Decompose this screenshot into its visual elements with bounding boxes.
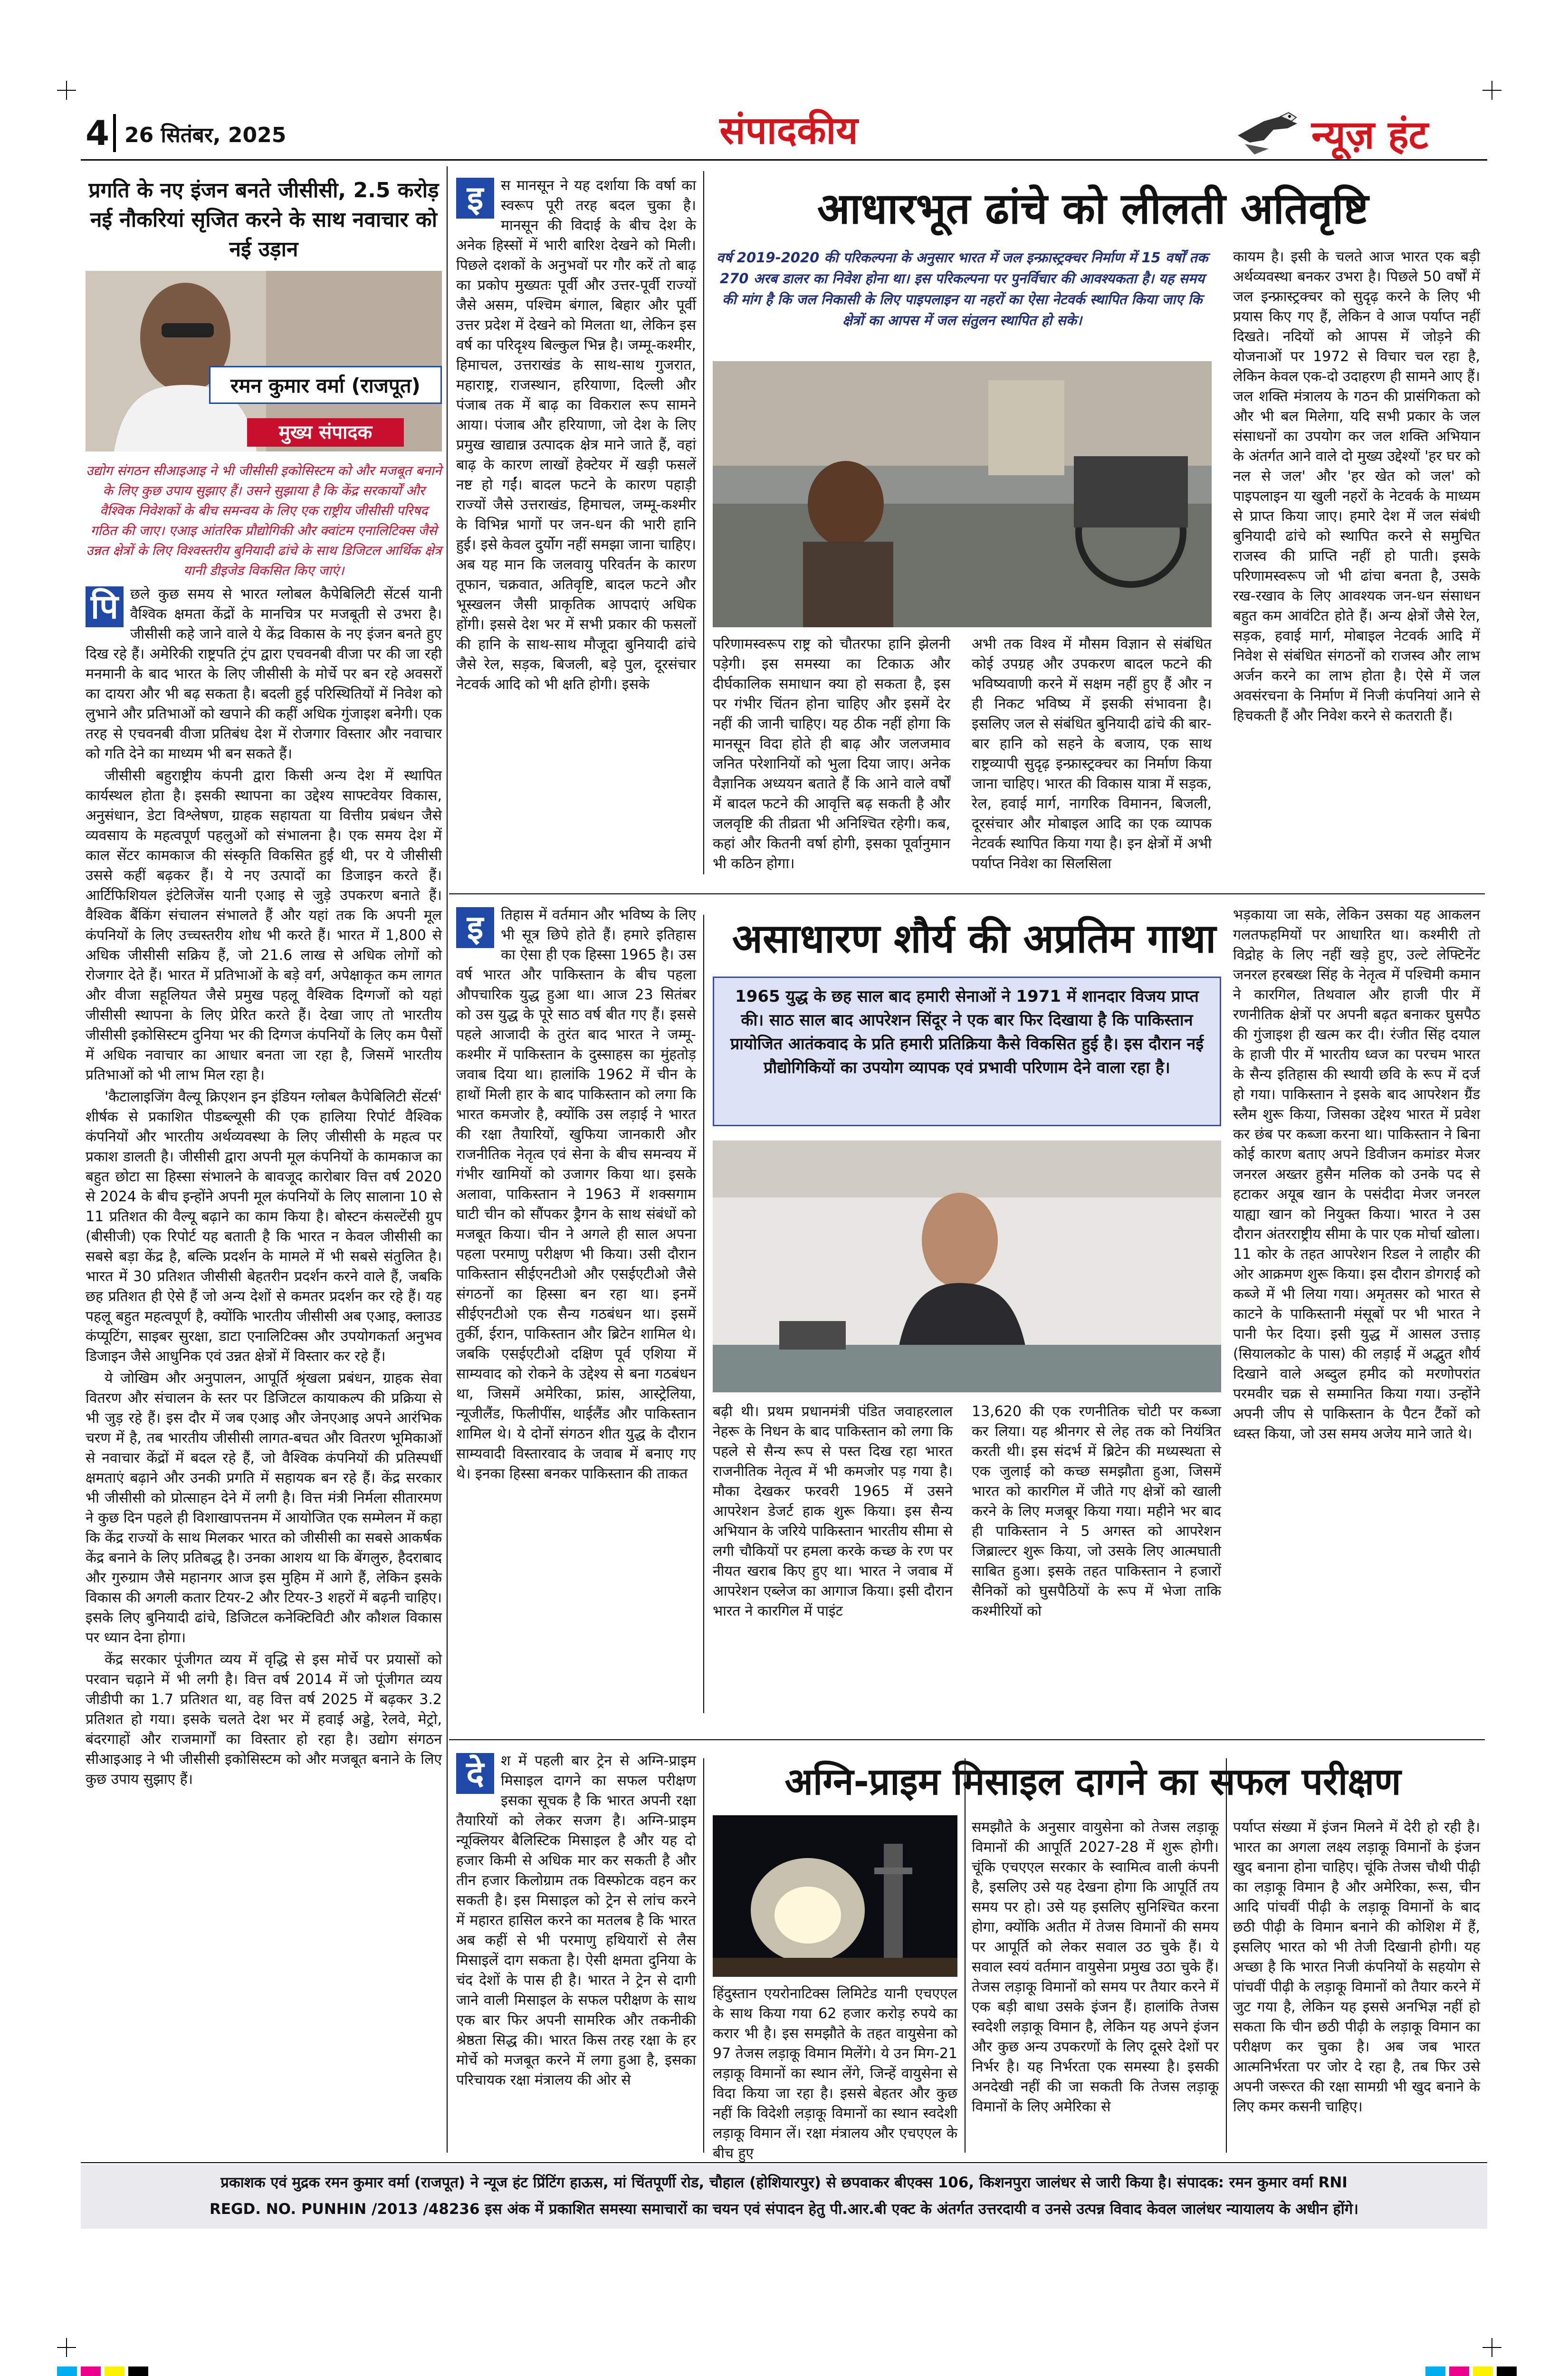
imprint-box: [81, 2165, 1487, 2229]
column-text: स मानसून ने यह दर्शाया कि वर्षा का स्वरूप पूरी तरह बदल चुका है। मानसून की विदाई के बीच देश के अनेक हिस्सों में भारी बारिश देखने को मिली। पिछले दशकों के अनुभवों पर गौर करें तो बाढ़ का प्रकोप मुख्यतः पूर्वी और उत्तर-पूर्वी राज्यों जैसे असम, पश्चिम बंगाल, बिहार और पूर्वी उत्तर प्रदेश में देखने को मिलता था, लेकिन इस वर्ष का परिदृश्य बिल्कुल भिन्न है। जम्मू-कश्मीर, हिमाचल, उत्तराखंड के साथ-साथ गुजरात, महाराष्ट्र, राजस्थान, हरियाणा, दिल्ली और पंजाब तक में बाढ़ का विकराल रूप सामने आया। पंजाब और हरियाणा, जो देश के लिए प्रमुख खाद्यान्न उत्पादक क्षेत्र माने जाते हैं, वहां बाढ़ के कारण लाखों हेक्टेयर में खड़ी फसलें नष्ट हो गईं। बादल फटने के कारण पहाड़ी राज्यों जैसे उत्तराखंड, हिमाचल, जम्मू-कश्मीर के विभिन्न भागों पर जन-धन की भारी हानि हुई। इसे केवल दुर्योग नहीं समझा जाना चाहिए। अब यह मान कि जलवायु परिवर्तन के कारण तूफान, चक्रवात, अतिवृष्टि, बादल फटने और भूस्खलन जैसी प्राकृतिक आपदाएं अधिक होंगी। इससे देश भर में सभी प्रकार की फसलों की हानि के साथ-साथ मौजूदा बुनियादी ढांचे जैसे रेल, सड़क, बिजली, बड़े पुल, दूरसंचार नेटवर्क आदि को भी क्षति होगी। इसके: [456, 177, 696, 693]
masthead-divider: [113, 114, 116, 152]
column-text: श में पहली बार ट्रेन से अग्नि-प्राइम मिसाइल दागने का सफल परीक्षण इसका सूचक है कि भारत अपनी रक्षा तैयारियों को लेकर सजग है। अग्नि-प्राइम न्यूक्लियर बैलिस्टिक मिसाइल है और यह दो हजार किमी से अधिक मार कर सकती है और तीन हजार किलोग्राम तक विस्फोटक वहन कर सकती है। इस मिसाइल को ट्रेन से लांच करने में महारत हासिल करने का मतलब है कि भारत अब कहीं से भी परमाणु हथियारों से लैस मिसाइलें दाग सकता है। ऐसी क्षमता दुनिया के चंद देशों के पास ही है। भारत ने ट्रेन से दागी जाने वाली मिसाइल के सफल परीक्षण के साथ एक बार फिर अपनी सामरिक और तकनीकी श्रेष्ठता सिद्ध की। भारत किस तरह रक्षा के हर मोर्चे को मजबूत करने में लगा हुआ है, इसका परिचायक रक्षा मंत्रालय की ओर से: [456, 1753, 696, 2089]
flood-article-col4: कायम है। इसी के चलते आज भारत एक बड़ी अर्थव्यवस्था बनकर उभरा है। पिछले 50 वर्षों में जल इन्फ्रास्ट्रक्चर को सुदृढ़ करने के लिए भी प्रयास किए गए हैं, लेकिन वे आज पर्याप्त नहीं दिखते। नदियों को आपस में जोड़ने की योजनाओं पर 1972 से विचार चल रहा है, लेकिन केवल एक-दो उदाहरण ही सामने आए हैं। जल शक्ति मंत्रालय के गठन की प्रासंगिकता को और भी बल मिलेगा, यदि सभी प्रकार के जल संसाधनों का उपयोग कर जल शक्ति अभियान के अंतर्गत आने वाले दो मुख्य उद्देश्यों 'हर घर को नल से जल' और 'हर खेत को जल' को पाइपलाइन या खुली नहरों के नेटवर्क के माध्यम से प्राप्त किया जाए। हमारे देश में जल संबंधी बुनियादी ढांचे को स्थापित करने से समुचित राजस्व की प्राप्ति नहीं हो पाती। इसके परिणामस्वरूप जो भी ढांचा बनता है, उसके रख-रखाव के लिए आवश्यक जन-धन संसाधन बहुत कम आवंटित होते हैं। अन्य क्षेत्रों जैसे रेल, सड़क, हवाई मार्ग, मोबाइल नेटवर्क आदि में निवेश से संबंधित संगठनों को राजस्व और लाभ अर्जन करने का लाभ होता है। ऐसे में जल अवसंरचना के निर्माण में निजी कंपनियां आने से हिचकती हैं और निवेश करने से कतराती हैं।: [1233, 249, 1480, 724]
cmyk-swatch: [81, 2366, 101, 2376]
left-article-body: [86, 584, 442, 2153]
author-name: रमन कुमार वर्मा (राजपूत): [209, 366, 442, 404]
flood-article-col2: परिणामस्वरूप राष्ट्र को चौतरफा हानि झेलनी पड़ेगी। इस समस्या का टिकाऊ और दीर्घकालिक समाधान क्या हो सकता है, इस पर गंभीर चिंतन होना चाहिए और इसमें देर नहीं की जानी चाहिए। यह ठीक नहीं होगा कि मानसून विदा होते ही बाढ़ और जलजमाव जनित परेशानियों को भुला दिया जाए। अनेक वैज्ञानिक अध्ययन बताते हैं कि आने वाले वर्षों में बादल फटने की आवृत्ति बढ़ सकती है और जलवृष्टि की तीव्रता भी अनिश्चित रहेगी। कब, कहां और कितनी वर्षा होगी, इसका पूर्वानुमान भी कठिन होगा।: [713, 636, 950, 872]
issue-date: 26 सितंबर, 2025: [124, 123, 287, 147]
cmyk-swatch: [105, 2366, 124, 2376]
footer-rule: [81, 2162, 1487, 2163]
cmyk-swatch: [1473, 2366, 1493, 2376]
article-rule: [449, 893, 1485, 894]
column-rule: [703, 915, 704, 1713]
paragraph: केंद्र सरकार पूंजीगत व्यय में वृद्धि से इस मोर्चे पर प्रयासों को परवान चढ़ाने में भी लगी है। वित्त वर्ष 2014 में जो पूंजीगत व्यय जीडीपी का 1.7 प्रतिशत था, वह वित्त वर्ष 2025 में बढ़कर 3.2 प्रतिशत हो गया। इसके चलते देश भर में हवाई अड्डे, रेलवे, मेट्रो, बंदरगाहों और राजमार्गों का विस्तार हो रहा है। उद्योग संगठन सीआइआइ ने भी जीसीसी इकोसिस्टम को और मजबूत बनाने के लिए कुछ उपाय सुझाए हैं।: [86, 1651, 442, 1788]
missile-article-col2: हिंदुस्तान एयरोनाटिक्स लिमिटेड यानी एचएएल के साथ किया गया 62 हजार करोड़ रुपये का करार भी है। इस समझौते के तहत वायुसेना को 97 तेजस लड़ाकू विमान मिलेंगे। ये उन मिग-21 लड़ाकू विमानों का स्थान लेंगे, जिन्हें वायुसेना से विदा किया जा रहा है। इससे बेहतर और कुछ नहीं कि विदेशी लड़ाकू विमानों का स्थान स्वदेशी लड़ाकू विमान लें। रक्षा मंत्रालय और एचएएल के बीच हुए: [713, 1985, 957, 2162]
flood-photo: [713, 361, 1212, 627]
registration-mark: [1482, 2338, 1501, 2357]
cmyk-swatch: [128, 2366, 148, 2376]
cmyk-swatch: [1497, 2366, 1517, 2376]
flood-article-col1: [456, 176, 696, 884]
cmyk-swatch: [57, 2366, 77, 2376]
flood-article-col3: अभी तक विश्व में मौसम विज्ञान से संबंधित कोई उपग्रह और उपकरण बादल फटने की भविष्यवाणी करने में सक्षम नहीं हुए हैं और न ही निकट भविष्य में इसकी संभावना है। इसलिए जल से संबंधित बुनियादी ढांचे की बार-बार हानि को सहने के बजाय, एक साथ राष्ट्रव्यापी सुदृढ़ इन्फ्रास्ट्रक्चर का निर्माण किया जाना चाहिए। भारत की विकास यात्रा में सड़क, रेल, हवाई मार्ग, नागरिक विमानन, बिजली, दूरसंचार और मोबाइल आदि का एक व्यापक नेटवर्क स्थापित किया गया है। इन क्षेत्रों में अभी पर्याप्त निवेश का सिलसिला: [972, 636, 1212, 872]
war-article-col4: भड़काया जा सके, लेकिन उसका यह आकलन गलतफहमियों पर आधारित था। कश्मीरी तो विद्रोह के लिए नहीं खड़े हुए, उल्टे लेफ्टिनेंट जनरल हरबख्श सिंह के नेतृत्व में पश्चिमी कमान ने कारगिल, तिथवाल और हाजी पीर में रणनीतिक क्षेत्रों पर अपनी बढ़त बनाकर घुसपैठ की गुंजाइश ही खत्म कर दी। रंजीत सिंह दयाल के हाजी पीर में भारतीय ध्वज का परचम भारत के सैन्य इतिहास की स्थायी छवि के रूप में दर्ज हो गया। पाकिस्तान ने इसके बाद आपरेशन ग्रैंड स्लैम शुरू किया, जिसका उद्देश्य भारत में प्रवेश कर छंब पर कब्जा करना था। पाकिस्तान ने बिना कोई कारण बताए अपने डिवीजन कमांडर मेजर जनरल अख्तर हुसैन मलिक को उनके पद से हटाकर अयूब खान के पसंदीदा मेजर जनरल याह्या खान को नियुक्त किया। भारत ने उस दौरान अंतरराष्ट्रीय सीमा के पार एक मोर्चा खोला। 11 कोर के तहत आपरेशन रिडल ने लाहौर की ओर आक्रमण शुरू किया। इस दौरान डोगराई को कब्जे में भी लिया गया। अमृतसर को भारत से काटने के पाकिस्तानी मंसूबों पर भी भारत ने पानी फेर दिया। इसी युद्ध में आसल उत्ताड़ (सियालकोट के पास) की लड़ाई में अद्भुत शौर्य दिखाने वाले अब्दुल हमीद को मरणोपरांत परमवीर चक्र से सम्मानित किया गया। उन्होंने अपनी जीप से पाकिस्तान के पैटन टैंकों को ध्वस्त किया, जो उस समय अजेय माने जाते थे।: [1233, 907, 1480, 1442]
leader-photo: [713, 1140, 1221, 1392]
eagle-logo-icon: [1235, 107, 1302, 159]
registration-mark: [57, 2338, 76, 2357]
dropcap: पि: [86, 586, 124, 627]
flood-article-deck: वर्ष 2019-2020 की परिकल्पना के अनुसार भारत में जल इन्फ्रास्ट्रक्चर निर्माण में 15 वर्षों तक 270 अरब डालर का निवेश होना था। इस परिकल्पना पर पुनर्विचार की आवश्यकता है। यह समय की मांग है कि जल निकासी के लिए पाइपलाइन या नहरों का ऐसा नेटवर्क स्थापित किया जाए कि क्षेत्रों का आपस में जल संतुलन स्थापित हो सके।: [716, 249, 1208, 328]
dropcap: दे: [456, 1753, 494, 1794]
war-article-deck: 1965 युद्ध के छह साल बाद हमारी सेनाओं ने 1971 में शानदार विजय प्राप्त की। साठ साल बाद आपरेशन सिंदूर ने एक बार फिर दिखाया है कि पाकिस्तान प्रायोजित आतंकवाद के प्रति हमारी प्रतिक्रिया कैसे विकसित हुई है। इस दौरान नई प्रौद्योगिकियों का उपयोग व्यापक एवं प्रभावी परिणाम देने वाला रहा है।: [713, 977, 1221, 1126]
war-article-col1: [456, 905, 696, 1730]
article-rule: [449, 1739, 1485, 1740]
dropcap: इ: [456, 178, 494, 219]
missile-article-col1: [456, 1751, 696, 2153]
left-article-title: प्रगति के नए इंजन बनते जीसीसी, 2.5 करोड़ नई नौकरियां सृजित करने के साथ नवाचार को नई उड़ान: [88, 178, 439, 261]
war-article-title: असाधारण शौर्य की अप्रतिम गाथा: [732, 915, 1216, 962]
dropcap: इ: [456, 907, 494, 948]
flood-article-title: आधारभूत ढांचे को लीलती अतिवृष्टि: [817, 184, 1369, 234]
imprint-line: REGD. NO. PUNHIN /2013 /48236 इस अंक में प्रकाशित समस्या समाचारों का चयन एवं संपादन हेतु पी.आर.बी एक्ट के अंतर्गत उत्तरदायी व उनसे उत्पन्न विवाद केवल जालंधर न्यायालय के अधीन होंगे।: [209, 2201, 1359, 2218]
missile-photo: [713, 1815, 957, 1977]
missile-article-col4: पर्याप्त संख्या में इंजन मिलने में देरी हो रही है। भारत का अगला लक्ष्य लड़ाकू विमानों के इंजन खुद बनाना होना चाहिए। चूंकि तेजस चौथी पीढ़ी का लड़ाकू विमान है और अमेरिका, रूस, चीन आदि पांचवीं पीढ़ी के लड़ाकू विमानों के बाद छठी पीढ़ी के विमान बनाने की कोशिश में हैं, इसलिए भारत को भी तेजी दिखानी होगी। यह अच्छा है कि भारत निजी कंपनियों के सहयोग से पांचवीं पीढ़ी के लड़ाकू विमानों को तैयार करने में जुट गया है, लेकिन यह इससे अनभिज्ञ नहीं हो सकता कि चीन छठी पीढ़ी के लड़ाकू विमान का परीक्षण कर चुका है। अब जब भारत आत्मनिर्भरता पर जोर दे रहा है, तब फिर उसे अपनी जरूरत की रक्षा सामग्री भी खुद बनाने के लिए कमर कसनी चाहिए।: [1233, 1819, 1480, 2115]
column-rule: [447, 166, 448, 2153]
missile-article-col3: समझौते के अनुसार वायुसेना को तेजस लड़ाकू विमानों की आपूर्ति 2027-28 में शुरू होगी। चूंकि एचएएल सरकार के स्वामित्व वाली कंपनी है, इसलिए उसे यह देखना होगा कि आपूर्ति तय समय पर हो। उसे यह इसलिए सुनिश्चित करना होगा, क्योंकि अतीत में तेजस विमानों की समय पर आपूर्ति को लेकर सवाल उठ चुके हैं। ये सवाल स्वयं वर्तमान वायुसेना प्रमुख उठा चुके हैं। तेजस लड़ाकू विमानों को समय पर तैयार करने में एक बड़ी बाधा उसके इंजन हैं। हालांकि तेजस स्वदेशी लड़ाकू विमान है, लेकिन यह अपने इंजन और कुछ अन्य उपकरणों के लिए दूसरे देशों पर निर्भर है। यह निर्भरता एक समस्या है। इसकी अनदेखी नहीं की जा सकती कि तेजस लड़ाकू विमानों के लिए अमेरिका से: [972, 1819, 1219, 2115]
registration-mark: [1482, 81, 1501, 100]
imprint-line: प्रकाशक एवं मुद्रक रमन कुमार वर्मा (राजपूत) ने न्यूज हंट प्रिंटिंग हाऊस, मां चिंतपूर्णी रोड, चौहाल (होशियारपुर) से छपवाकर बीएक्स 106, किशनपुरा जालंधर से जारी किया है। संपादक: रमन कुमार वर्मा RNI: [220, 2174, 1348, 2191]
column-rule: [703, 171, 704, 874]
paragraph: छले कुछ समय से भारत ग्लोबल कैपेबिलिटी सेंटर्स यानी वैश्विक क्षमता केंद्रों के मानचित्र पर मजबूती से उभरा है। जीसीसी कहे जाने वाले ये केंद्र विकास के नए इंजन बनते हुए दिख रहे हैं। अमेरिकी राष्ट्रपति ट्रंप द्वारा एचवनबी वीजा पर की जा रही मनमानी के बाद भारत के लिए जीसीसी के मोर्चे पर बन रहे अवसरों का दायरा और भी बढ़ सकता है। बदली हुई परिस्थितियों में निवेश को लुभाने और प्रतिभाओं को खपाने की कहीं अधिक गुंजाइश बनेगी। एक तरह से एचवनबी वीजा प्रतिबंध देश में रोजगार विस्तार और नवाचार को गति देने का माध्यम भी बन सकते हैं।: [86, 586, 442, 762]
author-role-badge: मुख्य संपादक: [247, 418, 404, 447]
registration-mark: [57, 81, 76, 100]
war-article-col2: बढ़ी थी। प्रथम प्रधानमंत्री पंडित जवाहरलाल नेहरू के निधन के बाद पाकिस्तान को लगा कि पहले से सैन्य रूप से पस्त दिख रहा भारत राजनीतिक नेतृत्व में भी कमजोर पड़ गया है। मौका देखकर फरवरी 1965 में उसने आपरेशन डेजर्ट हाक शुरू किया। इस सैन्य अभियान के जरिये पाकिस्तान भारतीय सीमा से लगी चौकियों पर हमला करके कच्छ के रण पर नीयत खराब किए हुए था। भारत ने जवाब में आपरेशन एब्लेज का आगाज किया। इसी दौरान भारत ने कारगिल में पाइंट: [713, 1403, 953, 1619]
column-text: तिहास में वर्तमान और भविष्य के लिए भी सूत्र छिपे होते हैं। हमारे इतिहास का ऐसा ही एक हिस्सा 1965 है। उस वर्ष भारत और पाकिस्तान के बीच पहला औपचारिक युद्ध हुआ था। आज 23 सितंबर को उस युद्ध के पूरे साठ वर्ष बीत गए हैं। इससे पहले आजादी के तुरंत बाद भारत ने जम्मू-कश्मीर में पाकिस्तान के दुस्साहस का मुंहतोड़ जवाब दिया था। हालांकि 1962 में चीन के हाथों मिली हार के बाद पाकिस्तान को लगा कि भारत कमजोर है, क्योंकि उस लड़ाई ने भारत की रक्षा तैयारियों, खुफिया जानकारी और राजनीतिक नेतृत्व एवं सेना के बीच समन्वय में गंभीर खामियों को उजागर किया था। इसके अलावा, पाकिस्तान ने 1963 में शक्सगाम घाटी चीन को सौंपकर ड्रैगन के साथ संबंधों को मजबूत किया। चीन ने अगले ही साल अपना पहला परमाणु परीक्षण भी किया। उसी दौरान पाकिस्तान सीईएनटीओ और एसईएटीओ जैसे संगठनों का हिस्सा बन रहा था। इनमें सीईएनटीओ एक सैन्य गठबंधन था। इसमें तुर्की, ईरान, पाकिस्तान और ब्रिटेन शामिल थे। जबकि एसईएटीओ दक्षिण पूर्व एशिया में साम्यवाद को रोकने के उद्देश्य से बना गठबंधन था, जिसमें अमेरिका, फ्रांस, आस्ट्रेलिया, न्यूजीलैंड, फिलीपींस, थाईलैंड और पाकिस्तान शामिल थे। ये दोनों संगठन शीत युद्ध के दौरान साम्यवादी विस्तारवाद के जवाब में बनाए गए थे। इनका हिस्सा बनकर पाकिस्तान की ताकत: [456, 907, 696, 1482]
war-article-col3: 13,620 की एक रणनीतिक चोटी पर कब्जा कर लिया। यह श्रीनगर से लेह तक को नियंत्रित करती थी। इस संदर्भ में ब्रिटेन की मध्यस्थता से एक जुलाई को कच्छ समझौता हुआ, जिसमें भारत को कारगिल में जीते गए क्षेत्रों को खाली करने के लिए मजबूर किया गया। महीने भर बाद ही पाकिस्तान ने 5 अगस्त को आपरेशन जिब्राल्टर शुरू किया, जो उसके लिए आत्मघाती साबित हुआ। इसके तहत पाकिस्तान ने हजारों सैनिकों को घुसपैठियों के रूप में भेजा ताकि कश्मीरियों को: [972, 1403, 1221, 1619]
page-number: 4: [86, 113, 110, 153]
paragraph: ये जोखिम और अनुपालन, आपूर्ति श्रृंखला प्रबंधन, ग्राहक सेवा वितरण और संचालन के स्तर पर डिजिटल कायाकल्प की प्रक्रिया से भी जुड़ रहे हैं। इस दौर में जब एआइ और जेनएआइ अपने आरंभिक चरण में है, तब भारतीय जीसीसी लागत-बचत और वितरण भूमिकाओं से नवाचार केंद्रों में बदल रहे हैं, जो वैश्विक कंपनियों की प्रतिस्पर्धी क्षमताएं बढ़ाने और उनकी प्रगति में सहायक बन रहे हैं। केंद्र सरकार भी जीसीसी को प्रोत्साहन देने में लगी है। वित्त मंत्री निर्मला सीतारमण ने कुछ दिन पहले ही विशाखापत्तनम में आयोजित एक सम्मेलन में कहा कि केंद्र राज्यों के साथ मिलकर भारत को जीसीसी का सबसे आकर्षक केंद्र बनाने के लिए प्रतिबद्ध है। उनका आशय था कि बेंगलुरु, हैदराबाद और गुरुग्राम जैसे महानगर आज इस मुहिम में आगे हैं, लेकिन इसके विकास की अगली कतार टियर-2 और टियर-3 शहरों में बढ़नी चाहिए। इसके लिए बुनियादी ढांचे, डिजिटल कनेक्टिविटी और कौशल विकास पर ध्यान देना होगा।: [86, 1370, 442, 1646]
paragraph: 'कैटालाइजिंग वैल्यू क्रिएशन इन इंडियन ग्लोबल कैपेबिलिटी सेंटर्स' शीर्षक से प्रकाशित पीडब्ल्यूसी की एक हालिया रिपोर्ट वैश्विक कंपनियों और भारतीय अर्थव्यवस्था के लिए जीसीसी के महत्व पर प्रकाश डालती है। जीसीसी द्वारा अपनी मूल कंपनियों के कामकाज का बहुत छोटा सा हिस्सा संभालने के बावजूद कारोबार वित्त वर्ष 2020 से 2024 के बीच इन्होंने अपनी मूल कंपनियों के लिए सालाना 10 से 11 प्रतिशत की वैल्यू बढ़ाने का काम किया है। बोस्टन कंसल्टेंसी ग्रुप (बीसीजी) एक रिपोर्ट यह बताती है कि भारत न केवल जीसीसी का सबसे बड़ा केंद्र है, बल्कि प्रदर्शन के मामले में भी सबसे संतुलित है। भारत में 30 प्रतिशत जीसीसी बेहतरीन प्रदर्शन करने वाले हैं, जबकि छह प्रतिशत ही ऐसे हैं जो अन्य देशों से कमतर प्रदर्शन कर रहे हैं। यह पहलू बहुत महत्वपूर्ण है, क्योंकि भारतीय जीसीसी अब एआइ, क्लाउड कंप्यूटिंग, साइबर सुरक्षा, डाटा एनालिटिक्स और उपयोगकर्ता अनुभव डिजाइन जैसे आधुनिक एवं उन्नत क्षेत्रों में विस्तार कर रहे हैं।: [86, 1089, 442, 1365]
column-rule: [1226, 1758, 1227, 2153]
masthead-rule: [81, 159, 1487, 161]
column-rule: [965, 1758, 966, 2153]
paragraph: जीसीसी बहुराष्ट्रीय कंपनी द्वारा किसी अन्य देश में स्थापित कार्यस्थल होता है। इसकी स्थापना का उद्देश्य साफ्टवेयर विकास, अनुसंधान, डेटा विश्लेषण, ग्राहक सहायता या वित्तीय प्रबंधन जैसे व्यवसाय के महत्वपूर्ण पहलुओं को संभालना है। एक समय देश में काल सेंटर कामकाज की संस्कृति विकसित हुई थी, पर ये जीसीसी उससे कहीं बढ़कर हैं। ये नए उत्पादों का डिजाइन करते हैं। आर्टिफिशियल इंटेलिजेंस यानी एआइ से जुड़े उपकरण बनाते हैं। वैश्विक बैंकिंग संचालन संभालते हैं और यहां तक कि अपनी मूल कंपनियों के लिए उच्चस्तरीय शोध भी करते हैं। भारत में 1,800 से अधिक जीसीसी सक्रिय हैं, जो 21.6 लाख से अधिक लोगों को रोजगार देते हैं। भारत में प्रतिभाओं के बड़े वर्ग, अपेक्षाकृत कम लागत और वीजा सहूलियत जैसे प्रमुख पहलू वैश्विक दिग्गजों को यहां जीसीसी स्थापना के लिए प्रेरित करते हैं। देखा जाए तो भारतीय जीसीसी इकोसिस्टम दुनिया भर की दिग्गज कंपनियों के लिए कम पैसों में अधिक नवाचार का आधार बनता जा रहा है, जिसमें भारतीय प्रतिभाओं को भी लाभ मिल रहा है।: [86, 767, 442, 1083]
cmyk-swatch: [1449, 2366, 1469, 2376]
left-article-summary: उद्योग संगठन सीआइआइ ने भी जीसीसी इकोसिस्टम को और मजबूत बनाने के लिए कुछ उपाय सुझाए हैं। उसने सुझाया है कि केंद्र सरकार्यों और वैश्विक निवेशकों के बीच समन्वय के लिए एक राष्ट्रीय जीसीसी परिषद गठित की जाए। एआइ आंतरिक प्रौद्योगिकी और क्वांटम एनालिटिक्स जैसे उन्नत क्षेत्रों के लिए विश्वस्तरीय बुनियादी ढांचे के साथ डिजिटल आर्थिक क्षेत्र यानी डीइजेड विकसित किए जाएं।: [86, 463, 442, 578]
column-rule: [703, 1758, 704, 2153]
missile-article-title: अग्नि-प्राइम मिसाइल दागने का सफल परीक्षण: [784, 1761, 1401, 1803]
cmyk-swatch: [1425, 2366, 1445, 2376]
section-title: संपादकीय: [719, 108, 858, 153]
brand-logo: न्यूज़ हंट: [1311, 113, 1429, 158]
